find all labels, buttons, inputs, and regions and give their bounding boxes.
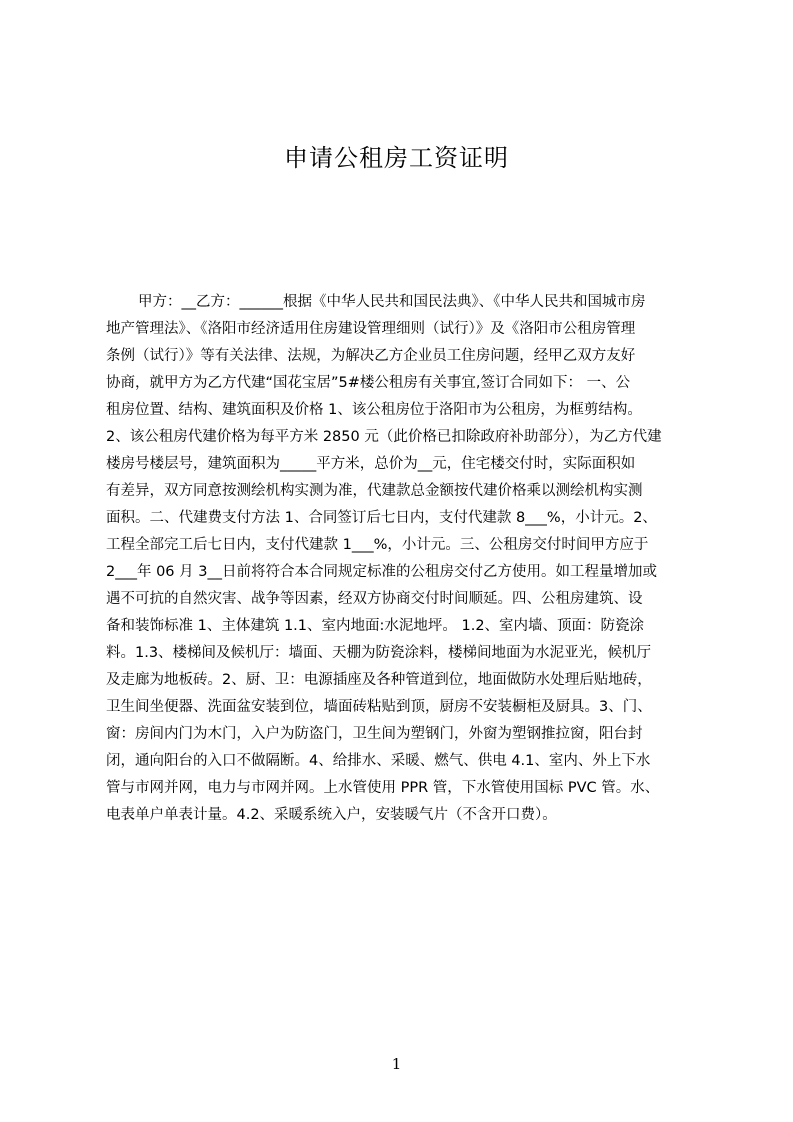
body-line: 2、该公租房代建价格为每平方米 2850 元（此价格已扣除政府补助部分），为乙方代建 (106, 429, 662, 445)
body-line: 遇不可抗的自然灾害、战争等因素，经双方协商交付时间顺延。四、公租房建筑、设 (106, 591, 643, 607)
body-line: 有差异，双方同意按测绘机构实测为准，代建款总金额按代建价格乘以测绘机构实测 (106, 483, 643, 499)
body-line: 协商，就甲方为乙方代建“国花宝居”5#楼公租房有关事宜,签订合同如下： 一、公 (106, 375, 631, 391)
body-line: 2___年 06 月 3__日前将符合本合同规定标准的公租房交付乙方使用。如工程量增加或 (106, 564, 657, 580)
body-line: 条例（试行）》等有关法律、法规，为解决乙方企业员工住房问题，经甲乙双方友好 (106, 348, 636, 364)
document-body (106, 289, 699, 829)
body-line: 闭，通向阳台的入口不做隔断。4、给排水、采暖、燃气、供电 4.1、室内、外上下水 (106, 753, 651, 769)
body-line: 料。1.3、楼梯间及候机厅：墙面、天棚为防瓷涂料，楼梯间地面为水泥亚光，候机厅 (106, 645, 652, 661)
document-title: 申请公租房工资证明 (284, 144, 509, 172)
body-line: 地产管理法》、《洛阳市经济适用住房建设管理细则（试行）》及《洛阳市公租房管理 (106, 321, 636, 337)
body-line: 工程全部完工后七日内，支付代建款 1___%，小计元。三、公租房交付时间甲方应于 (106, 537, 649, 553)
page-number: 1 (391, 1055, 402, 1073)
body-line: 面积。二、代建费支付方法 1、合同签订后七日内，支付代建款 8___%，小计元。2、 (106, 510, 657, 526)
body-line: 管与市网并网，电力与市网并网。上水管使用 PPR 管，下水管使用国标 PVC 管。水、 (106, 780, 660, 796)
body-line: 楼房号楼层号，建筑面积为_____平方米，总价为__元，住宅楼交付时，实际面积如 (106, 456, 636, 472)
body-line: 备和装饰标准 1、主体建筑 1.1、室内地面:水泥地坪。 1.2、室内墙、顶面：防瓷涂 (106, 618, 645, 634)
body-line: 甲方：__乙方：______根据《中华人民共和国民法典》、《中华人民共和国城市房 (138, 294, 646, 310)
body-line: 卫生间坐便器、洗面盆安装到位，墙面砖粘贴到顶，厨房不安装橱柜及厨具。3、门、 (106, 699, 652, 715)
body-line: 及走廊为地板砖。2、厨、卫：电源插座及各种管道到位，地面做防水处理后贴地砖， (106, 672, 652, 688)
body-line: 窗：房间内门为木门，入户为防盗门，卫生间为塑钢门，外窗为塑钢推拉窗，阳台封 (106, 726, 643, 742)
body-line: 电表单户单表计量。4.2、采暖系统入户，安装暖气片（不含开口费）。 (106, 807, 557, 823)
body-line: 租房位置、结构、建筑面积及价格 1、该公租房位于洛阳市为公租房，为框剪结构。 (106, 402, 642, 418)
